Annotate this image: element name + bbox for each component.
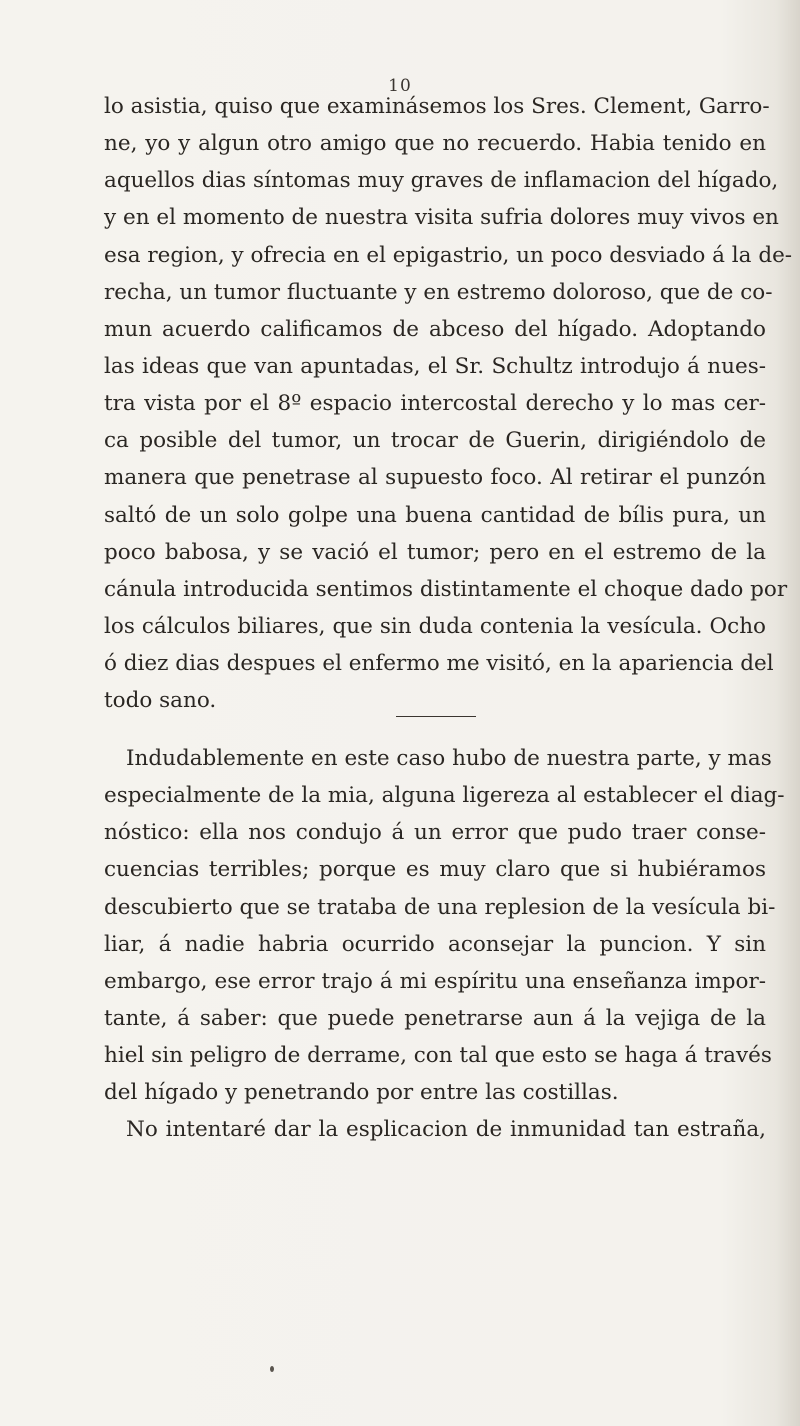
text-line: todo sano. [104, 688, 217, 714]
text-line: del hígado y penetrando por entre las costillas. [104, 1080, 619, 1106]
text-line: saltó de un solo golpe una buena cantidad de bílis pura, un [104, 502, 766, 528]
text-line: lo asistia, quiso que examinásemos los Sres. Clement, Garro- [104, 94, 770, 119]
text-line: nóstico: ella nos condujo á un error que pudo traer conse- [104, 820, 766, 846]
text-line: ca posible del tumor, un trocar de Guerin, dirigiéndolo de [104, 428, 766, 454]
text-line: manera que penetrase al supuesto foco. Al retirar el punzón [104, 465, 766, 491]
text-line: recha, un tumor fluctuante y en estremo doloroso, que de co- [104, 279, 773, 305]
text-line: Indudablemente en este caso hubo de nuestra parte, y mas [126, 746, 772, 771]
paragraph [104, 88, 793, 719]
text-line: No intentaré dar la esplicacion de inmunidad tan estraña, [126, 1117, 766, 1143]
page-number: 10 [388, 76, 412, 96]
text-line: aquellos dias síntomas muy graves de inflamacion del hígado, [104, 168, 779, 194]
ink-speck [270, 1366, 274, 1372]
text-line: descubierto que se trataba de una replesion de la vesícula bi- [104, 894, 776, 920]
text-line: poco babosa, y se vació el tumor; pero en el estremo de la [104, 539, 766, 565]
text-line: los cálculos biliares, que sin duda contenia la vesícula. Ocho [104, 613, 766, 639]
text-line: esa region, y ofrecia en el epigastrio, un poco desviado á la de- [104, 242, 793, 268]
text-line: especialmente de la mia, alguna ligereza al establecer el diag- [104, 783, 785, 809]
text-line: mun acuerdo calificamos de abceso del hígado. Adoptando [104, 316, 766, 342]
section-separator [396, 716, 476, 717]
text-line: tra vista por el 8º espacio intercostal derecho y lo mas cer- [104, 391, 766, 417]
text-line: cánula introducida sentimos distintamente el choque dado por [104, 576, 788, 602]
text-line: embargo, ese error trajo á mi espíritu una enseñanza impor- [104, 968, 766, 994]
text-line: las ideas que van apuntadas, el Sr. Schultz introdujo á nues- [104, 353, 766, 379]
paragraph [104, 740, 785, 1149]
text-line: hiel sin peligro de derrame, con tal que esto se haga á través [104, 1043, 772, 1069]
text-line: cuencias terribles; porque es muy claro que si hubiéramos [104, 857, 766, 883]
text-line: tante, á saber: que puede penetrarse aun á la vejiga de la [104, 1005, 766, 1031]
text-line: y en el momento de nuestra visita sufria dolores muy vivos en [104, 205, 779, 231]
text-line: liar, á nadie habria ocurrido aconsejar la puncion. Y sin [104, 931, 766, 957]
text-line: ó diez dias despues el enfermo me visitó, en la apariencia del [104, 651, 774, 677]
text-line: ne, yo y algun otro amigo que no recuerdo. Habia tenido en [104, 131, 766, 157]
